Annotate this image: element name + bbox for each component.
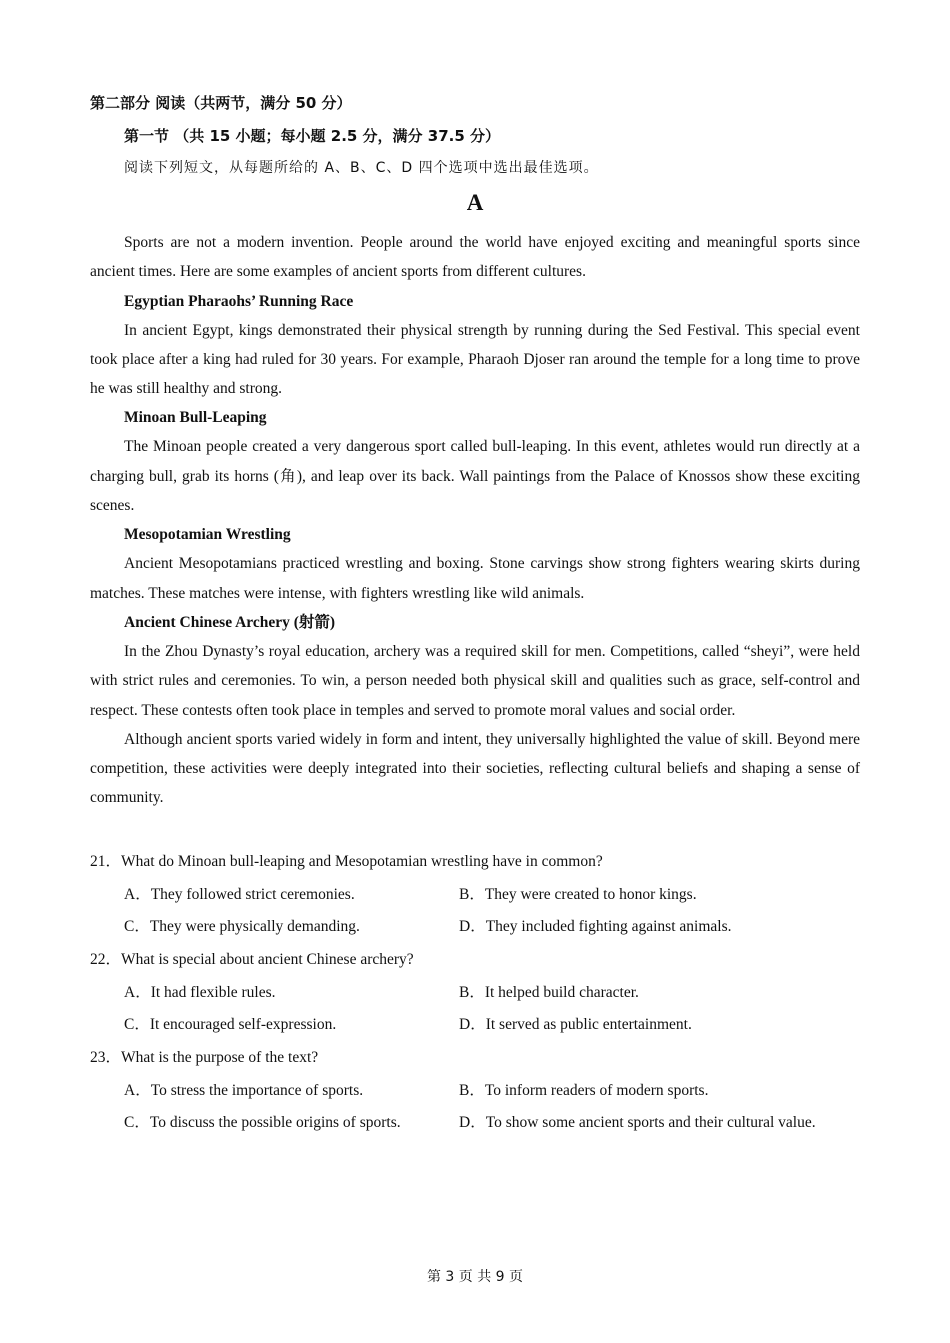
option-a[interactable]: A．To stress the importance of sports.: [124, 1082, 364, 1099]
passage-letter: A: [466, 190, 484, 215]
section-text: The Minoan people created a very dangerous sport called bull-leaping. In this event, athletes would run directly at a charging bull, grab its horns (角), and leap over its back. Wall paintings from the Palace of Knossos show these exciting scenes.: [90, 438, 860, 515]
section-heading: Minoan Bull-Leaping: [124, 409, 267, 427]
option-a[interactable]: A．It had flexible rules.: [124, 984, 276, 1001]
option-d[interactable]: D．They included fighting against animals.: [459, 918, 732, 935]
option-d[interactable]: D．It served as public entertainment.: [459, 1016, 692, 1033]
question-text: What is the purpose of the text?: [121, 1049, 319, 1066]
section-text: Ancient Mesopotamians practiced wrestling and boxing. Stone carvings show strong fighters wearing skirts during matches. These matches were intense, with fighters wrestling like wild animals.: [90, 555, 860, 602]
section-text: In the Zhou Dynasty’s royal education, archery was a required skill for men. Competitions, called “sheyi”, were held with strict rules and ceremonies. To win, a person needed both physical skill and qualities such as grace, self-control and respect. These contests often took place in temples and served to promote moral values and social order.: [90, 642, 860, 719]
option-c[interactable]: C．It encouraged self-expression.: [124, 1016, 337, 1033]
question-23: [90, 1045, 860, 1071]
option-c[interactable]: C．They were physically demanding.: [124, 918, 360, 935]
section-text: In ancient Egypt, kings demonstrated their physical strength by running during the Sed Festival. This special event took place after a king had ruled for 30 years. For example, Pharaoh Djoser ran around the temple for a long time to prove he was still healthy and strong.: [90, 321, 860, 398]
option-a[interactable]: A．They followed strict ceremonies.: [124, 886, 355, 903]
section-heading: Egyptian Pharaohs’ Running Race: [124, 292, 354, 310]
part-heading: 第二部分 阅读（共两节，满分 50 分）: [90, 94, 352, 112]
option-b[interactable]: B．To inform readers of modern sports.: [459, 1082, 709, 1099]
passage-conclusion: Although ancient sports varied widely in form and intent, they universally highlighted the value of skill. Beyond mere competition, these activities were deeply integrated into their societies, reflecting cultural beliefs and shaping a sense of community.: [90, 730, 860, 807]
section-heading: Ancient Chinese Archery (射箭): [124, 613, 336, 631]
section-heading: Mesopotamian Wrestling: [124, 526, 291, 544]
option-b[interactable]: B．They were created to honor kings.: [459, 886, 697, 903]
subsection-heading: 第一节 （共 15 小题；每小题 2.5 分，满分 37.5 分）: [124, 127, 501, 145]
question-21: [90, 849, 860, 875]
question-text: What is special about ancient Chinese archery?: [121, 951, 414, 968]
question-number: 23．: [90, 1049, 122, 1066]
page-footer: 第 3 页 共 9 页: [426, 1269, 524, 1285]
question-number: 21．: [90, 853, 122, 870]
question-text: What do Minoan bull-leaping and Mesopotamian wrestling have in common?: [121, 853, 603, 870]
passage-intro: Sports are not a modern invention. People around the world have enjoyed exciting and meaningful sports since ancient times. Here are some examples of ancient sports from different cultures.: [90, 234, 860, 281]
option-b[interactable]: B．It helped build character.: [459, 984, 639, 1001]
question-number: 22．: [90, 951, 122, 968]
option-d[interactable]: D．To show some ancient sports and their cultural value.: [459, 1114, 816, 1131]
question-22: [90, 947, 860, 973]
instruction: 阅读下列短文，从每题所给的 A、B、C、D 四个选项中选出最佳选项。: [124, 160, 599, 176]
option-c[interactable]: C．To discuss the possible origins of sports.: [124, 1114, 401, 1131]
passage-body: [90, 228, 860, 813]
